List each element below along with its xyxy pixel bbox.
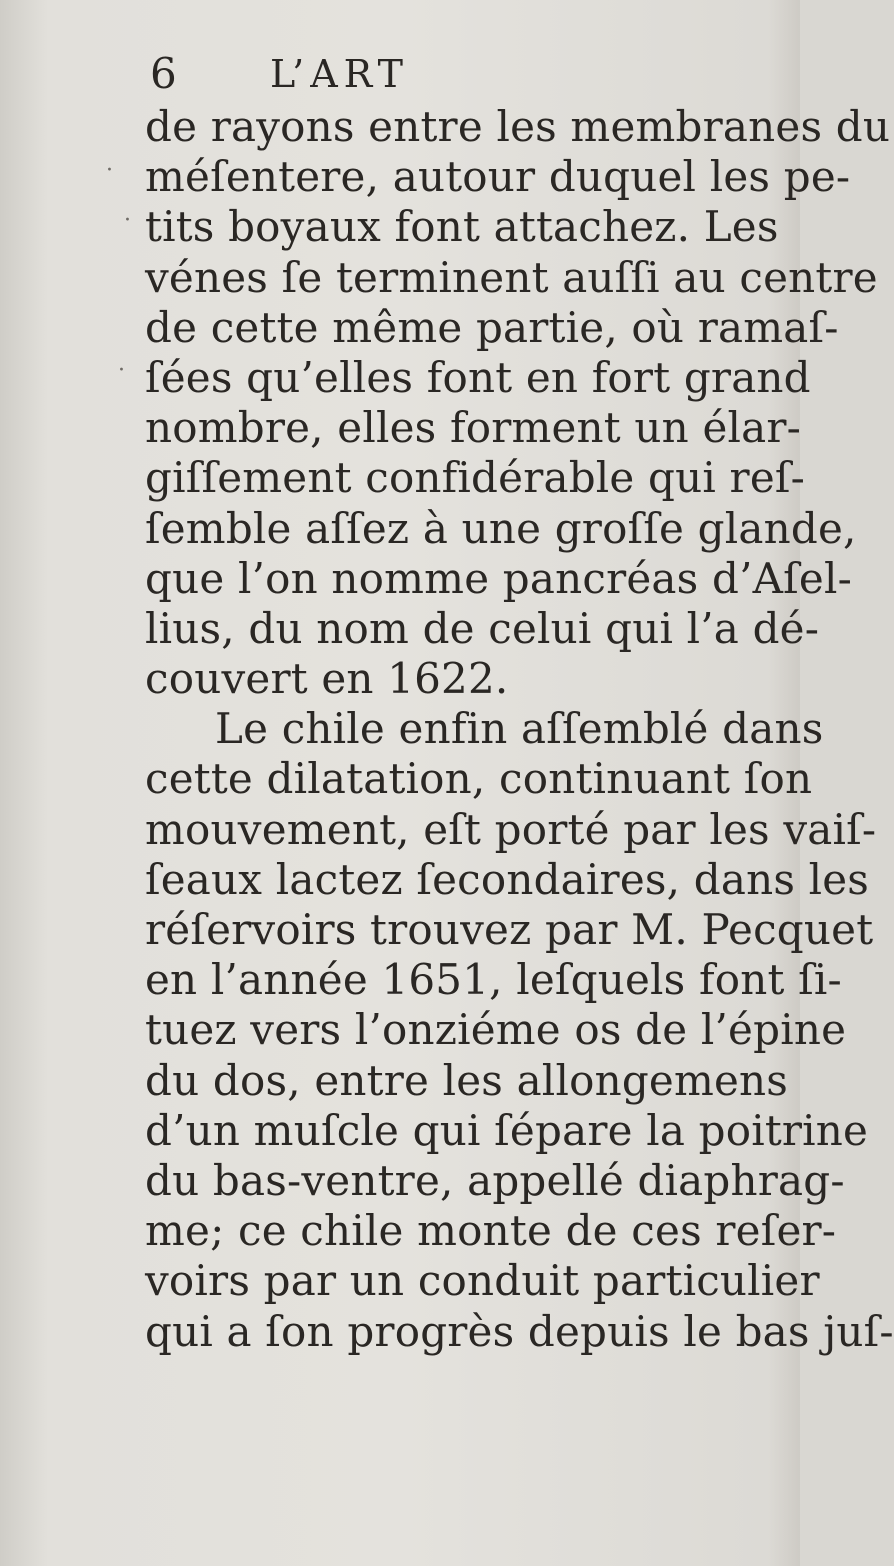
text-line: couvert en 1622. xyxy=(145,654,509,704)
page-number: 6 xyxy=(150,49,177,98)
margin-mark: · xyxy=(106,158,113,183)
text-line: mouvement, eſt porté par les vaiſ- xyxy=(145,804,877,854)
text-line: que l’on nomme pancréas d’Aſel- xyxy=(145,553,852,603)
text-line: d’un muſcle qui ſépare la poitrine xyxy=(145,1105,869,1155)
text-line: de rayons entre les membranes du xyxy=(145,102,891,151)
text-line: réſervoirs trouvez par M. Pecquet xyxy=(145,905,874,954)
text-line: vénes ſe terminent auſſi au centre xyxy=(145,252,878,302)
text-line: qui a ſon progrès depuis le bas juſ- xyxy=(145,1306,894,1356)
text-line: du bas-ventre, appellé diaphrag- xyxy=(145,1155,845,1205)
text-line: en l’année 1651, leſquels font ſi- xyxy=(145,955,842,1005)
running-head: L’ART xyxy=(270,52,409,96)
text-line: tits boyaux font attachez. Les xyxy=(145,202,779,252)
text-line: ſées qu’elles font en fort grand xyxy=(145,352,811,402)
text-line: de cette même partie, où ramaſ- xyxy=(145,302,839,352)
text-line: tuez vers l’onziéme os de l’épine xyxy=(145,1005,847,1055)
margin-mark: · xyxy=(124,208,131,233)
text-line: ſemble aſſez à une groſſe glande, xyxy=(145,503,857,553)
text-line: cette dilatation, continuant ſon xyxy=(145,754,813,804)
text-line: lius, du nom de celui qui l’a dé- xyxy=(145,603,820,653)
margin-mark: · xyxy=(118,358,125,383)
text-line: nombre, elles forment un élar- xyxy=(145,403,802,453)
page-header xyxy=(150,48,710,100)
text-line: voirs par un conduit particulier xyxy=(145,1256,820,1306)
text-line: Le chile enfin aſſemblé dans xyxy=(215,704,824,754)
text-line: giſſement confidérable qui reſ- xyxy=(145,453,806,503)
body-text xyxy=(145,102,894,1357)
text-line: méſentere, autour duquel les pe- xyxy=(145,152,851,202)
text-line: du dos, entre les allongemens xyxy=(145,1055,789,1105)
text-line: ſeaux lactez ſecondaires, dans les xyxy=(145,854,870,904)
text-line: me; ce chile monte de ces reſer- xyxy=(145,1206,837,1256)
